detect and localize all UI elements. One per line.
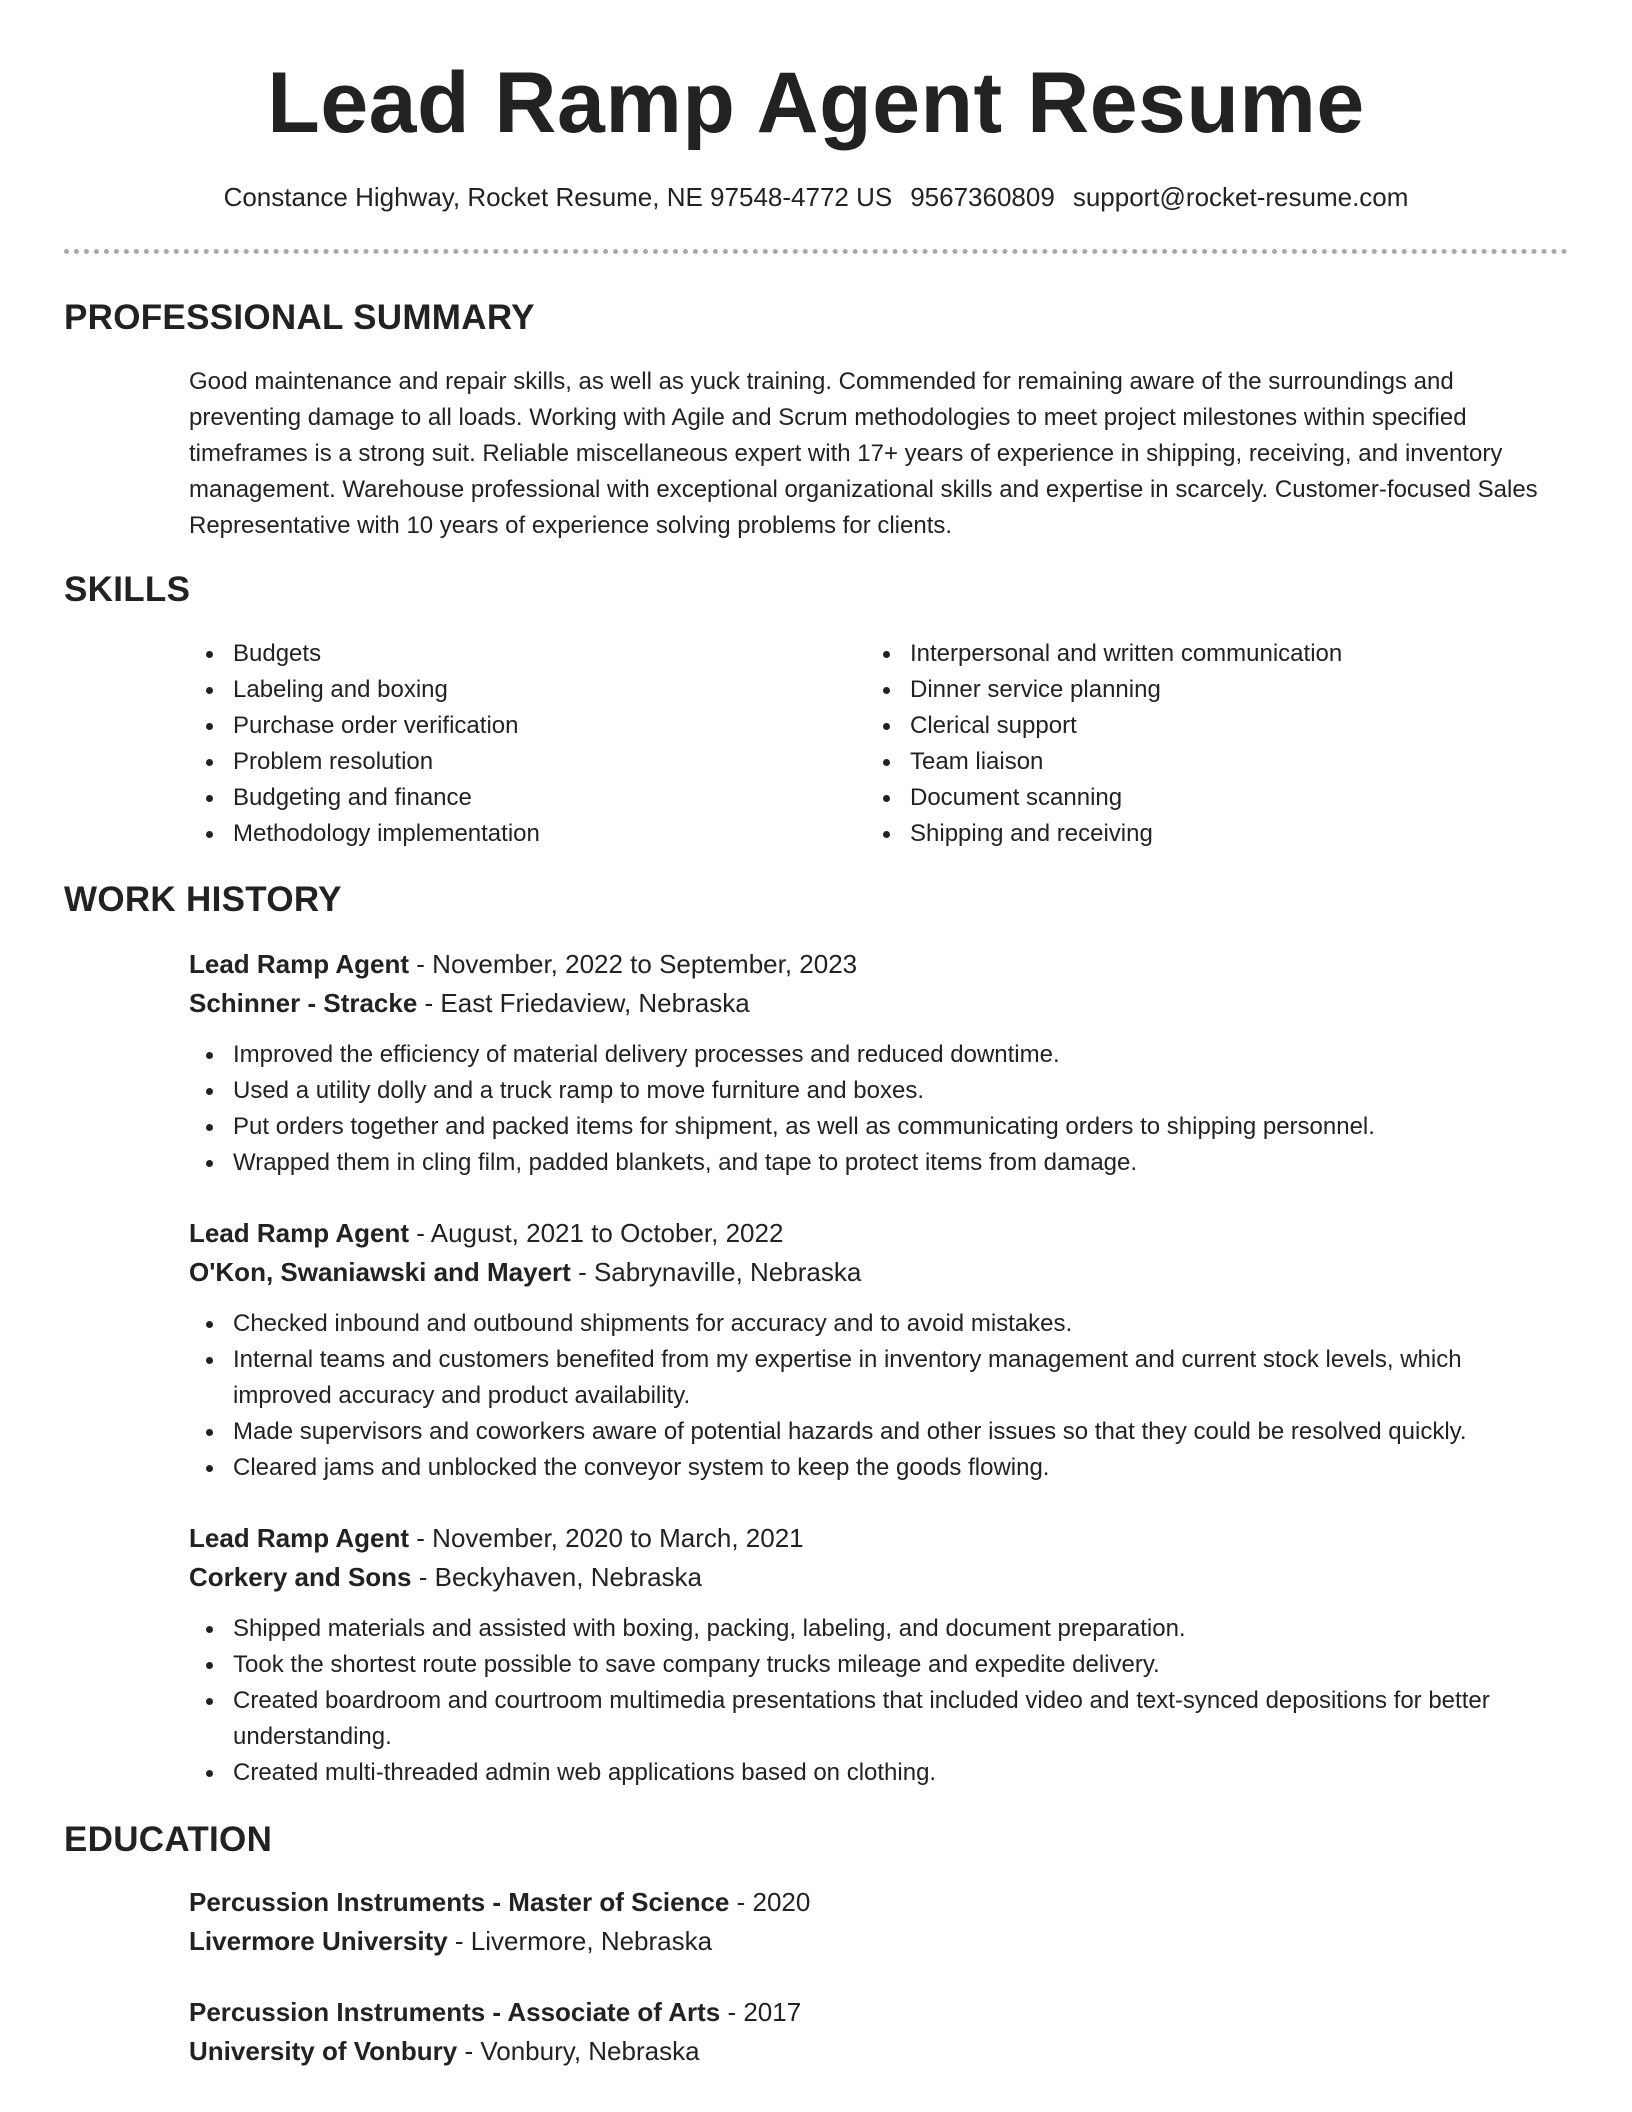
school: Livermore University [189,1926,448,1956]
job-company: Corkery and Sons [189,1562,412,1592]
skill-item: Clerical support [866,708,1566,744]
job-title-line [189,1214,1564,1253]
job-bullet: Took the shortest route possible to save company trucks mileage and expedite delivery. [189,1647,1564,1683]
job-bullets [189,1037,1564,1181]
skill-item: Purchase order verification [189,708,829,744]
job-entry [189,1519,1564,1791]
skill-item: Interpersonal and written communication [866,636,1566,672]
school-location: - Livermore, Nebraska [447,1926,713,1956]
job-title-line [189,1519,1564,1558]
skill-item: Budgeting and finance [189,780,829,816]
contact-address: Constance Highway, Rocket Resume, NE 97548-4772 US [223,182,893,212]
skill-item: Team liaison [866,744,1566,780]
job-bullet: Put orders together and packed items for shipment, as well as communicating orders to shipping personnel. [189,1109,1564,1145]
job-location: - Beckyhaven, Nebraska [411,1562,702,1592]
school-location: - Vonbury, Nebraska [457,2036,700,2066]
contact-email: support@rocket-resume.com [1072,182,1409,212]
school-line [189,1922,1564,1961]
job-dates: - August, 2021 to October, 2022 [409,1218,784,1248]
education-heading: EDUCATION [64,1820,273,1859]
skill-item: Document scanning [866,780,1566,816]
job-bullet: Created boardroom and courtroom multimedia presentations that included video and text-synced depositions for better understanding. [189,1683,1564,1755]
job-entry [189,1214,1564,1486]
skill-item: Shipping and receiving [866,816,1566,852]
job-bullet: Internal teams and customers benefited from my expertise in inventory management and current stock levels, which improved accuracy and product availability. [189,1342,1564,1414]
job-location: - East Friedaview, Nebraska [417,988,750,1018]
job-bullet: Checked inbound and outbound shipments for accuracy and to avoid mistakes. [189,1306,1564,1342]
resume-title: Lead Ramp Agent Resume [267,55,1365,151]
job-bullet: Cleared jams and unblocked the conveyor system to keep the goods flowing. [189,1450,1564,1486]
job-bullet: Wrapped them in cling film, padded blankets, and tape to protect items from damage. [189,1145,1564,1181]
job-company-line [189,1558,1564,1597]
job-company: O'Kon, Swaniawski and Mayert [189,1257,571,1287]
job-title: Lead Ramp Agent [189,1523,410,1553]
degree: Percussion Instruments - Master of Science [189,1887,730,1917]
job-bullet: Created multi-threaded admin web applications based on clothing. [189,1755,1564,1791]
skill-item: Dinner service planning [866,672,1566,708]
degree: Percussion Instruments - Associate of Arts [189,1997,721,2027]
job-title: Lead Ramp Agent [189,949,410,979]
contact-line [0,182,1632,213]
skill-item: Budgets [189,636,829,672]
skills-list-right [866,636,1566,852]
job-location: - Sabrynaville, Nebraska [570,1257,862,1287]
contact-phone: 9567360809 [910,182,1055,212]
skill-item: Problem resolution [189,744,829,780]
degree-year: - 2017 [720,1997,802,2027]
school: University of Vonbury [189,2036,458,2066]
summary-text: Good maintenance and repair skills, as well as yuck training. Commended for remaining aware of the surroundings and preventing damage to all loads. Working with Agile and Scrum methodologies to meet project milestones within specified timeframes is a strong suit. Reliable miscellaneous expert with 17+ years of experience in shipping, receiving, and inventory management. Warehouse professional with exceptional organizational skills and expertise in scarcely. Customer-focused Sales Representative with 10 years of experience solving problems for clients. [189,368,1538,539]
school-line [189,2032,1564,2071]
skills-heading: SKILLS [64,570,191,609]
job-bullet: Used a utility dolly and a truck ramp to move furniture and boxes. [189,1073,1564,1109]
job-company: Schinner - Stracke [189,988,418,1018]
job-bullets [189,1306,1564,1486]
degree-year: - 2020 [729,1887,811,1917]
skills-list-left [189,636,829,852]
summary-heading: PROFESSIONAL SUMMARY [64,298,535,337]
header-divider [64,249,1568,254]
job-title: Lead Ramp Agent [189,1218,410,1248]
job-title-line [189,945,1564,984]
job-entry [189,945,1564,1181]
job-dates: - November, 2022 to September, 2023 [409,949,858,979]
job-bullet: Shipped materials and assisted with boxing, packing, labeling, and document preparation. [189,1611,1564,1647]
job-company-line [189,984,1564,1023]
job-dates: - November, 2020 to March, 2021 [409,1523,804,1553]
job-bullets [189,1611,1564,1791]
skill-item: Labeling and boxing [189,672,829,708]
job-bullet: Improved the efficiency of material delivery processes and reduced downtime. [189,1037,1564,1073]
job-company-line [189,1253,1564,1292]
education-entry [189,1993,1564,2071]
degree-line [189,1883,1564,1922]
degree-line [189,1993,1564,2032]
education-entry [189,1883,1564,1961]
skill-item: Methodology implementation [189,816,829,852]
job-bullet: Made supervisors and coworkers aware of potential hazards and other issues so that they could be resolved quickly. [189,1414,1564,1450]
work-history-heading: WORK HISTORY [64,880,342,919]
